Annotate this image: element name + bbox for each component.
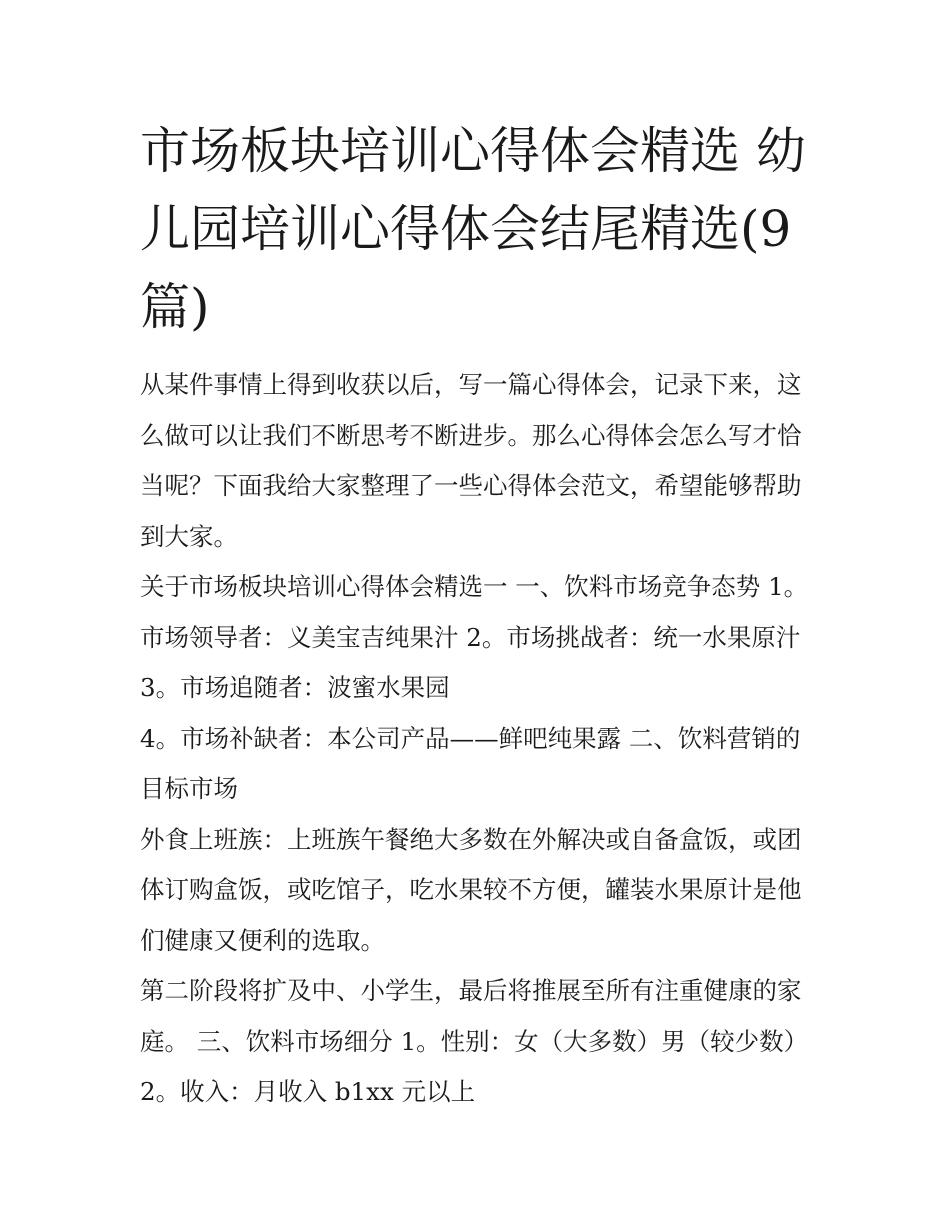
competition-paragraph bbox=[140, 562, 820, 714]
text-line: 从某件事情上得到收获以后，写一篇心得体会，记录下来，这 bbox=[140, 370, 802, 399]
segmentation-paragraph bbox=[140, 966, 820, 1118]
text-line: 3。市场追随者：波蜜水果园 bbox=[140, 673, 450, 702]
text-line: 体订购盒饭，或吃馆子，吃水果较不方便，罐装水果原计是他 bbox=[140, 875, 802, 904]
document-title bbox=[140, 112, 820, 346]
text-line: 么做可以让我们不断思考不断进步。那么心得体会怎么写才恰 bbox=[140, 420, 802, 450]
document-page bbox=[140, 112, 820, 1118]
title-line: 市场板块培训心得体会精选 幼 bbox=[140, 122, 806, 180]
niche-paragraph bbox=[140, 714, 820, 815]
text-line: 当呢？下面我给大家整理了一些心得体会范文，希望能够帮助 bbox=[140, 471, 802, 500]
text-line: 市场领导者：义美宝吉纯果汁 2。市场挑战者：统一水果原汁 bbox=[140, 622, 801, 652]
text-line: 目标市场 bbox=[140, 774, 238, 803]
text-line: 庭。 三、饮料市场细分 1。性别：女（大多数）男（较少数） bbox=[140, 1026, 809, 1056]
target-market-paragraph bbox=[140, 815, 820, 967]
text-line: 们健康又便利的选取。 bbox=[140, 925, 385, 955]
text-line: 关于市场板块培训心得体会精选一 一、饮料市场竞争态势 1。 bbox=[140, 572, 809, 601]
title-line: 儿园培训心得体会结尾精选(9 bbox=[140, 200, 792, 258]
text-line: 外食上班族：上班族午餐绝大多数在外解决或自备盒饭，或团 bbox=[140, 824, 802, 854]
intro-paragraph bbox=[140, 360, 820, 562]
text-line: 到大家。 bbox=[140, 521, 238, 551]
text-line: 第二阶段将扩及中、小学生，最后将推展至所有注重健康的家 bbox=[140, 976, 802, 1005]
title-line: 篇) bbox=[140, 278, 210, 336]
text-line: 2。收入：月收入 b1xx 元以上 bbox=[140, 1077, 476, 1106]
text-line: 4。市场补缺者：本公司产品——鲜吧纯果露 二、饮料营销的 bbox=[140, 723, 801, 753]
